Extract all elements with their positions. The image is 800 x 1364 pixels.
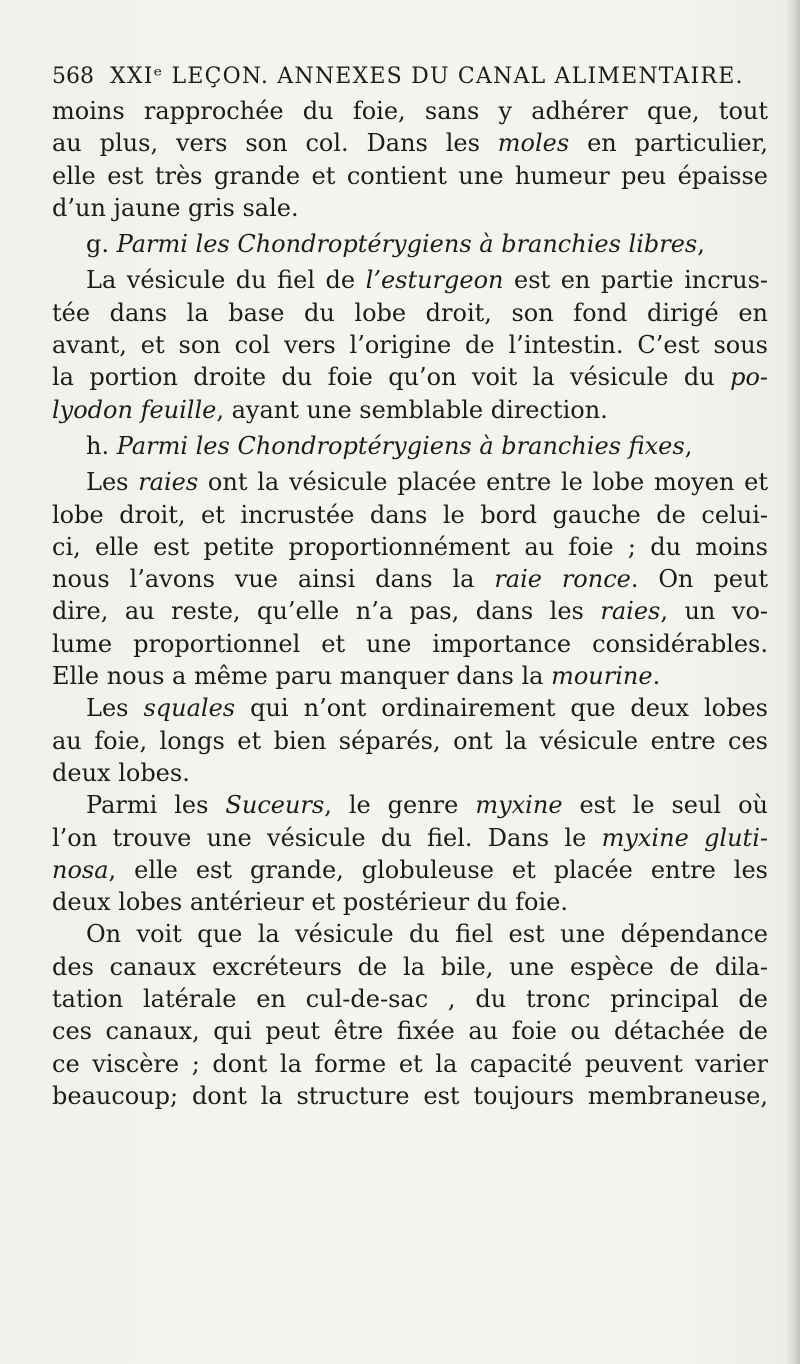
italic-run: moles xyxy=(497,129,570,158)
text-line xyxy=(52,297,768,329)
italic-run: Parmi les Chondroptérygiens à branchies fixes xyxy=(116,431,685,460)
text-run: l’on trouve une vésicule du fiel. Dans le xyxy=(52,823,602,852)
text-run: Les xyxy=(86,694,144,723)
text-line xyxy=(52,886,768,918)
text-run: La vésicule du fiel de xyxy=(86,266,366,295)
text-line xyxy=(52,160,768,192)
page-edge-shadow xyxy=(786,0,800,1364)
italic-run: raies xyxy=(600,597,661,626)
text-run: avant, et son col vers l’origine de l’intestin. C’est sous xyxy=(52,331,768,360)
running-title: XXIᵉ LEÇON. ANNEXES DU CANAL ALIMENTAIRE. xyxy=(110,64,744,89)
text-line xyxy=(52,127,768,159)
text-run: dire, au reste, qu’elle n’a pas, dans les xyxy=(52,597,601,626)
text-run: lobe droit, et incrustée dans le bord gauche de celui- xyxy=(52,500,768,529)
text-run: au foie, longs et bien séparés, ont la vésicule entre ces xyxy=(52,726,768,755)
text-line xyxy=(52,192,768,224)
text-line xyxy=(52,918,768,950)
text-run: , xyxy=(697,230,705,259)
text-line xyxy=(52,628,768,660)
text-line xyxy=(52,264,768,296)
text-run: Elle nous a même paru manquer dans la xyxy=(52,662,552,691)
text-run: , elle est grande, globuleuse et placée entre les xyxy=(108,855,768,884)
text-run: tée dans la base du lobe droit, son fond dirigé en xyxy=(52,298,768,327)
text-run: g. xyxy=(86,230,117,259)
italic-run: mourine xyxy=(551,662,653,691)
text-run: deux lobes antérieur et postérieur du foie. xyxy=(52,888,568,917)
text-line xyxy=(52,854,768,886)
text-run: ci, elle est petite proportionnément au foie ; du moins xyxy=(52,532,768,561)
text-line xyxy=(52,394,768,426)
text-run: , un vo- xyxy=(660,597,769,626)
text-run: . xyxy=(652,662,661,691)
text-line xyxy=(52,1048,768,1080)
text-line xyxy=(52,1015,768,1047)
italic-run: lyodon feuille xyxy=(52,395,217,424)
text-line xyxy=(52,692,768,724)
text-run: au plus, vers son col. Dans les xyxy=(52,129,498,158)
text-run: qui n’ont ordinairement que deux lobes xyxy=(235,694,768,723)
text-line xyxy=(52,660,768,692)
text-run: ce viscère ; dont la forme et la capacité peuvent varier xyxy=(52,1049,768,1078)
text-run: beaucoup; dont la structure est toujours membraneuse, xyxy=(52,1081,768,1110)
text-run: nous l’avons vue ainsi dans la xyxy=(52,565,495,594)
text-run: d’un jaune gris sale. xyxy=(52,193,299,222)
italic-run: raies xyxy=(138,468,199,497)
text-line xyxy=(52,725,768,757)
text-line xyxy=(52,95,768,127)
text-line xyxy=(52,757,768,789)
text-line xyxy=(52,228,768,260)
text-line xyxy=(52,361,768,393)
text-run: h. xyxy=(86,431,117,460)
italic-run: myxine gluti- xyxy=(601,823,768,852)
text-line xyxy=(52,430,768,462)
italic-run: raie ronce xyxy=(494,565,631,594)
text-line xyxy=(52,563,768,595)
text-run: la portion droite du foie qu’on voit la vésicule du xyxy=(52,363,731,392)
text-line xyxy=(52,329,768,361)
text-run: deux lobes. xyxy=(52,758,190,787)
text-line xyxy=(52,531,768,563)
text-run: , le genre xyxy=(324,791,476,820)
italic-run: myxine xyxy=(475,791,563,820)
text-line xyxy=(52,595,768,627)
text-line xyxy=(52,822,768,854)
text-run: elle est très grande et contient une humeur peu épaisse xyxy=(52,161,768,190)
text-run: Les xyxy=(86,468,139,497)
running-header xyxy=(52,64,792,89)
text-run: ces canaux, qui peut être fixée au foie ou détachée de xyxy=(52,1017,768,1046)
text-run: . On peut xyxy=(630,565,769,594)
text-run: lume proportionnel et une importance considérables. xyxy=(52,629,768,658)
text-run: , ayant une semblable direction. xyxy=(216,395,608,424)
text-run: On voit que la vésicule du fiel est une dépendance xyxy=(86,920,768,949)
text-line xyxy=(52,983,768,1015)
text-run: Parmi les xyxy=(86,791,226,820)
text-run: est en partie incrus- xyxy=(503,266,769,295)
body-text xyxy=(52,95,768,1112)
text-run: tation latérale en cul-de-sac , du tronc principal de xyxy=(52,985,768,1014)
text-line xyxy=(52,951,768,983)
text-run: ont la vésicule placée entre le lobe moyen et xyxy=(198,468,768,497)
text-line xyxy=(52,1080,768,1112)
text-line xyxy=(52,466,768,498)
italic-run: Suceurs xyxy=(225,791,325,820)
text-run: en particulier, xyxy=(569,129,768,158)
text-run: , xyxy=(684,431,693,460)
page-number: 568 xyxy=(52,64,94,89)
text-run: des canaux excréteurs de la bile, une espèce de dila- xyxy=(52,952,768,981)
text-line xyxy=(52,499,768,531)
text-run: est le seul où xyxy=(562,791,768,820)
text-run: moins rapprochée du foie, sans y adhérer que, tout xyxy=(52,97,768,125)
italic-run: l’esturgeon xyxy=(365,266,504,295)
italic-run: squales xyxy=(143,694,236,723)
italic-run: nosa xyxy=(52,855,109,884)
italic-run: po- xyxy=(730,363,768,392)
text-line xyxy=(52,789,768,821)
italic-run: Parmi les Chondroptérygiens à branchies libres xyxy=(116,230,698,259)
